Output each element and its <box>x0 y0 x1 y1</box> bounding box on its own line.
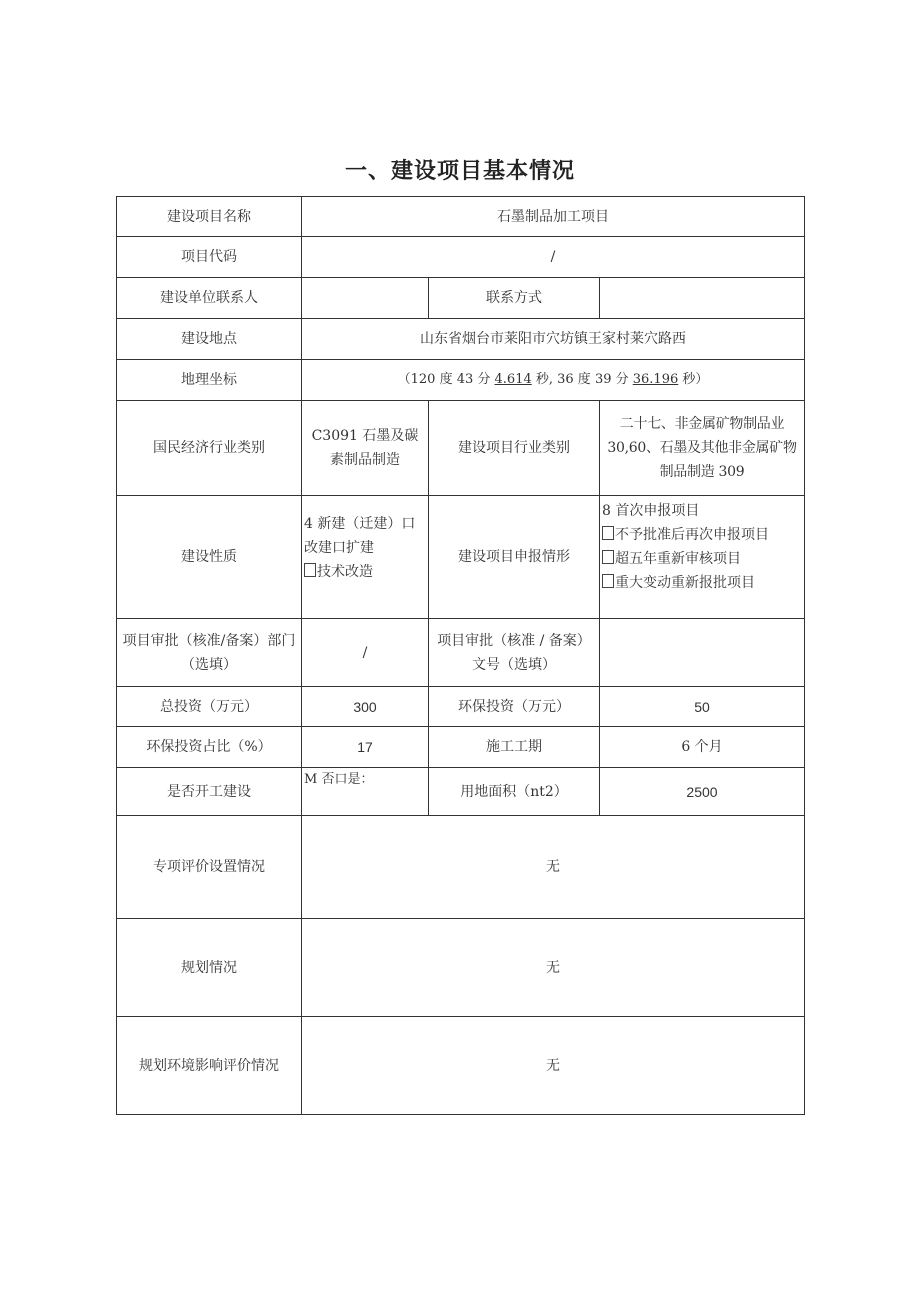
label-env-investment: 环保投资（万元） <box>429 687 600 727</box>
label-project-industry: 建设项目行业类别 <box>429 401 600 496</box>
label-project-name: 建设项目名称 <box>117 197 302 237</box>
nature-line3: 技术改造 <box>317 564 373 580</box>
declaration-option-3-wrap <box>602 547 800 571</box>
value-contact-person <box>302 278 429 319</box>
value-contact-method <box>600 278 805 319</box>
declaration-option-2-wrap <box>602 523 800 547</box>
label-nature: 建设性质 <box>117 496 302 619</box>
value-project-name: 石墨制品加工项目 <box>302 197 805 237</box>
checkbox-icon <box>602 574 614 588</box>
checkbox-icon <box>602 526 614 540</box>
declaration-option-4: 重大变动重新报批项目 <box>615 575 755 591</box>
declaration-option-4-wrap <box>602 571 800 595</box>
value-planning-eia: 无 <box>302 1017 805 1115</box>
project-info-table <box>116 196 805 1115</box>
label-location: 建设地点 <box>117 319 302 360</box>
nature-line1: 4 新建（迁建）口 <box>304 516 416 532</box>
label-contact-person: 建设单位联系人 <box>117 278 302 319</box>
label-total-investment: 总投资（万元） <box>117 687 302 727</box>
row-contact <box>117 278 805 319</box>
checkbox-icon <box>304 563 316 577</box>
row-nature <box>117 496 805 619</box>
value-approval-dept: / <box>302 619 429 687</box>
coord-part1: （120 度 43 分 <box>397 372 495 387</box>
label-planning: 规划情况 <box>117 919 302 1017</box>
label-approval-dept: 项目审批（核准/备案）部门（选填） <box>117 619 302 687</box>
value-planning: 无 <box>302 919 805 1017</box>
row-industry <box>117 401 805 496</box>
row-started <box>117 768 805 816</box>
row-investment <box>117 687 805 727</box>
label-planning-eia: 规划环境影响评价情况 <box>117 1017 302 1115</box>
label-special-eval: 专项评价设置情况 <box>117 816 302 919</box>
row-coordinates <box>117 360 805 401</box>
value-special-eval: 无 <box>302 816 805 919</box>
label-industry: 国民经济行业类别 <box>117 401 302 496</box>
value-project-industry: 二十七、非金属矿物制品业 30,60、石墨及其他非金属矿物制品制造 309 <box>600 401 805 496</box>
value-started: M 否口是： <box>302 768 429 816</box>
value-construction-period: 6 个月 <box>600 727 805 768</box>
label-approval-number: 项目审批（核准 / 备案）文号（选填） <box>429 619 600 687</box>
value-total-investment: 300 <box>302 687 429 727</box>
label-contact-method: 联系方式 <box>429 278 600 319</box>
row-location <box>117 319 805 360</box>
label-env-ratio: 环保投资占比（%） <box>117 727 302 768</box>
value-land-area: 2500 <box>600 768 805 816</box>
label-started: 是否开工建设 <box>117 768 302 816</box>
nature-line2: 改建口扩建 <box>304 540 374 556</box>
coord-part2: 秒, 36 度 39 分 <box>531 372 633 387</box>
label-coordinates: 地理坐标 <box>117 360 302 401</box>
coord-lon-seconds: 4.614 <box>494 372 532 387</box>
coord-lat-seconds: 36.196 <box>632 372 679 387</box>
label-project-code: 项目代码 <box>117 237 302 278</box>
value-location: 山东省烟台市莱阳市穴坊镇王家村莱穴路西 <box>302 319 805 360</box>
value-env-investment: 50 <box>600 687 805 727</box>
nature-line3-wrap <box>304 560 424 584</box>
value-approval-number <box>600 619 805 687</box>
value-industry: C3091 石墨及碳素制品制造 <box>302 401 429 496</box>
value-declaration <box>600 496 805 619</box>
value-env-ratio: 17 <box>302 727 429 768</box>
label-land-area: 用地面积（nt2） <box>429 768 600 816</box>
page-title: 一、建设项目基本情况 <box>344 159 575 184</box>
declaration-option-2: 不予批准后再次申报项目 <box>615 527 769 543</box>
row-project-name <box>117 197 805 237</box>
row-planning <box>117 919 805 1017</box>
coord-part3: 秒） <box>678 372 709 387</box>
row-project-code <box>117 237 805 278</box>
value-project-code: / <box>302 237 805 278</box>
row-ratio <box>117 727 805 768</box>
row-special-eval <box>117 816 805 919</box>
declaration-option-1: 8 首次申报项目 <box>602 503 700 519</box>
label-declaration: 建设项目申报情形 <box>429 496 600 619</box>
value-nature <box>302 496 429 619</box>
row-approval <box>117 619 805 687</box>
declaration-option-3: 超五年重新审核项目 <box>615 551 741 567</box>
label-construction-period: 施工工期 <box>429 727 600 768</box>
row-planning-eia <box>117 1017 805 1115</box>
checkbox-icon <box>602 550 614 564</box>
value-coordinates <box>302 360 805 401</box>
